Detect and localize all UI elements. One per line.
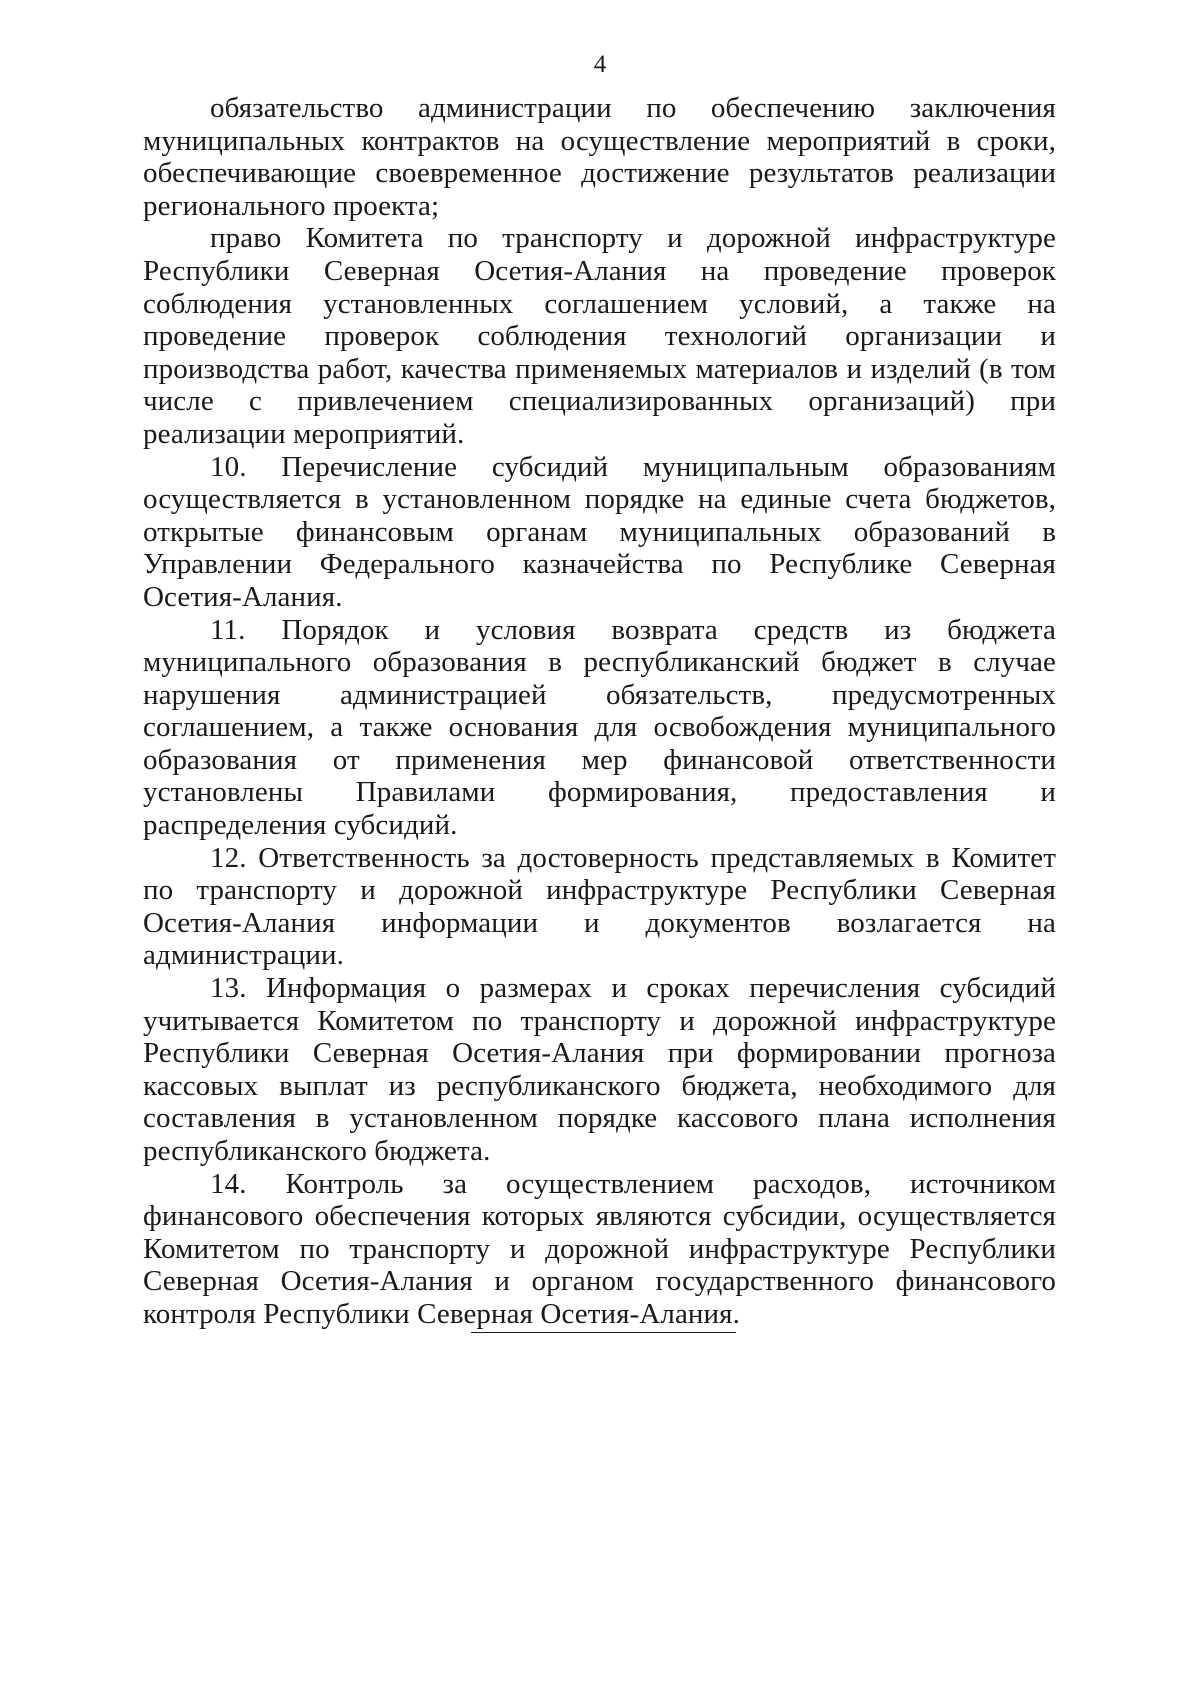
- end-of-document-rule: [471, 1332, 736, 1333]
- paragraph-11-return-of-funds: 11. Порядок и условия возврата средств из бюджета муниципального образования в республиканский бюджет в случае нарушения администрацией обязательств, предусмотренных соглашением, а также основания для освобождения муниципального образования от применения мер финансовой ответственности установлены Правилами формирования, предоставления и распределения субсидий.: [143, 613, 1056, 842]
- paragraph-14-expense-control: 14. Контроль за осуществлением расходов, источником финансового обеспечения которых являются субсидии, осуществляется Комитетом по транспорту и дорожной инфраструктуре Республики Северная Осетия-Алания и органом государственного финансового контроля Республики Северная Осетия-Алания.: [143, 1167, 1056, 1330]
- paragraph-12-responsibility: 12. Ответственность за достоверность представляемых в Комитет по транспорту и дорожной инфраструктуре Республики Северная Осетия-Алания информации и документов возлагается на администрации.: [143, 841, 1056, 972]
- document-body: [143, 92, 1056, 1331]
- paragraph-obligation-contracts: обязательство администрации по обеспечению заключения муниципальных контрактов на осуществление мероприятий в сроки, обеспечивающие своевременное достижение результатов реализации регионального проекта;: [143, 92, 1056, 222]
- paragraph-inspection-right: право Комитета по транспорту и дорожной инфраструктуре Республики Северная Осетия-Алания на проведение проверок соблюдения установленных соглашением условий, а также на проведение проверок соблюдения технологий организации и производства работ, качества применяемых материалов и изделий (в том числе с привлечением специализированных организаций) при реализации мероприятий.: [143, 222, 1056, 450]
- page-number: 4: [593, 51, 607, 78]
- paragraph-13-cash-forecast: 13. Информация о размерах и сроках перечисления субсидий учитывается Комитетом по транспорту и дорожной инфраструктуре Республики Северная Осетия-Алания при формировании прогноза кассовых выплат из республиканского бюджета, необходимого для составления в установленном порядке кассового плана исполнения республиканского бюджета.: [143, 972, 1056, 1167]
- paragraph-10-subsidy-transfer: 10. Перечисление субсидий муниципальным образованиям осуществляется в установленном порядке на единые счета бюджетов, открытые финансовым органам муниципальных образований в Управлении Федерального казначейства по Республике Северная Осетия-Алания.: [143, 450, 1056, 613]
